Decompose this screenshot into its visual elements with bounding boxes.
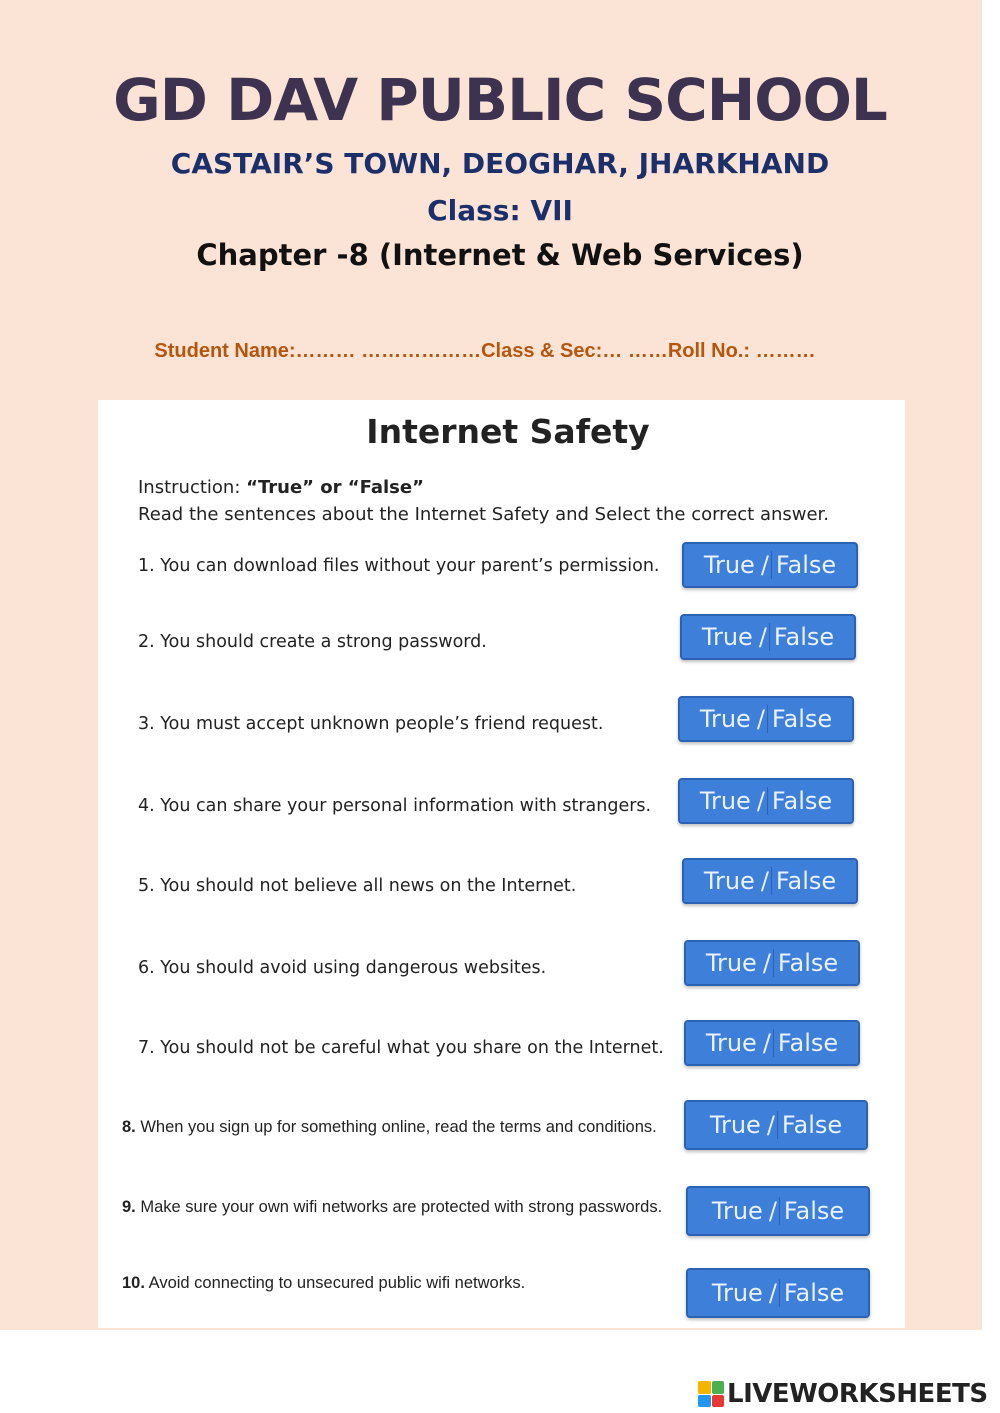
question-row-5	[98, 858, 905, 908]
question-text	[122, 1274, 525, 1293]
question-text: 6. You should avoid using dangerous websites.	[138, 958, 547, 978]
student-info-line: Student Name:……… ………………Class & Sec:… ……Roll No.: ………	[154, 340, 816, 362]
question-row-6	[98, 940, 905, 990]
instruction-text: Read the sentences about the Internet Safety and Select the correct answer.	[138, 504, 830, 525]
question-body: When you sign up for something online, read the terms and conditions.	[135, 1118, 657, 1136]
liveworksheets-logo-icon	[698, 1381, 724, 1407]
question-number: 8.	[122, 1118, 136, 1136]
question-row-9	[98, 1186, 905, 1236]
true-false-selector[interactable]	[686, 1186, 870, 1236]
separator-slash: /	[760, 867, 769, 895]
true-false-selector[interactable]	[682, 858, 858, 904]
question-text: 1. You can download files without your parent’s permission.	[138, 556, 660, 576]
question-body: Make sure your own wifi networks are protected with strong passwords.	[135, 1198, 663, 1216]
question-body: Avoid connecting to unsecured public wifi networks.	[144, 1274, 526, 1292]
separator-slash: /	[768, 1197, 777, 1225]
liveworksheets-brand: LIVEWORKSHEETS	[727, 1379, 988, 1409]
question-text: 4. You can share your personal information with strangers.	[138, 796, 652, 816]
true-option[interactable]: True	[699, 787, 751, 815]
logo-square	[698, 1381, 711, 1394]
separator-slash: /	[762, 949, 771, 977]
false-option[interactable]: False	[767, 705, 836, 733]
false-option[interactable]: False	[769, 623, 838, 651]
question-row-3	[98, 696, 905, 746]
liveworksheets-logo[interactable]	[698, 1377, 988, 1411]
false-option[interactable]: False	[779, 1279, 848, 1307]
worksheet-panel	[98, 400, 905, 1328]
true-false-selector[interactable]	[684, 1020, 860, 1066]
instruction-block	[138, 474, 829, 528]
worksheet-title: Internet Safety	[366, 412, 650, 451]
school-name: GD DAV PUBLIC SCHOOL	[113, 66, 887, 134]
question-text: 3. You must accept unknown people’s friend request.	[138, 714, 604, 734]
school-address: CASTAIR’S TOWN, DEOGHAR, JHARKHAND	[170, 147, 830, 180]
question-row-4	[98, 778, 905, 828]
true-false-selector[interactable]	[684, 1100, 868, 1150]
true-false-selector[interactable]	[682, 542, 858, 588]
true-false-selector[interactable]	[678, 696, 854, 742]
false-option[interactable]: False	[767, 787, 836, 815]
separator-slash: /	[760, 551, 769, 579]
false-option[interactable]: False	[779, 1197, 848, 1225]
question-text: 5. You should not believe all news on the Internet.	[138, 876, 577, 896]
logo-square	[712, 1395, 725, 1408]
false-option[interactable]: False	[773, 1029, 842, 1057]
true-false-selector[interactable]	[686, 1268, 870, 1318]
separator-slash: /	[756, 705, 765, 733]
true-option[interactable]: True	[705, 949, 757, 977]
question-row-8	[98, 1100, 905, 1150]
true-false-selector[interactable]	[680, 614, 856, 660]
question-row-10	[98, 1268, 905, 1318]
true-option[interactable]: True	[711, 1279, 763, 1307]
question-text: 2. You should create a strong password.	[138, 632, 487, 652]
true-option[interactable]: True	[705, 1029, 757, 1057]
question-row-2	[98, 614, 905, 664]
true-false-selector[interactable]	[684, 940, 860, 986]
true-option[interactable]: True	[709, 1111, 761, 1139]
separator-slash: /	[758, 623, 767, 651]
chapter-title: Chapter -8 (Internet & Web Services)	[196, 238, 804, 272]
question-row-7	[98, 1020, 905, 1070]
logo-square	[698, 1395, 711, 1408]
question-text	[122, 1198, 662, 1217]
question-text: 7. You should not be careful what you share on the Internet.	[138, 1038, 664, 1058]
separator-slash: /	[756, 787, 765, 815]
question-text	[122, 1118, 657, 1137]
true-option[interactable]: True	[703, 551, 755, 579]
instruction-emphasis: “True” or “False”	[246, 477, 424, 498]
true-option[interactable]: True	[701, 623, 753, 651]
instruction-label: Instruction:	[138, 477, 247, 498]
false-option[interactable]: False	[773, 949, 842, 977]
false-option[interactable]: False	[777, 1111, 846, 1139]
question-row-1	[98, 542, 905, 592]
separator-slash: /	[762, 1029, 771, 1057]
separator-slash: /	[766, 1111, 775, 1139]
false-option[interactable]: False	[771, 867, 840, 895]
question-number: 9.	[122, 1198, 136, 1216]
class-label: Class: VII	[427, 194, 573, 227]
separator-slash: /	[768, 1279, 777, 1307]
question-number: 10.	[122, 1274, 145, 1292]
true-option[interactable]: True	[711, 1197, 763, 1225]
false-option[interactable]: False	[771, 551, 840, 579]
true-option[interactable]: True	[699, 705, 751, 733]
true-option[interactable]: True	[703, 867, 755, 895]
logo-square	[712, 1381, 725, 1394]
true-false-selector[interactable]	[678, 778, 854, 824]
